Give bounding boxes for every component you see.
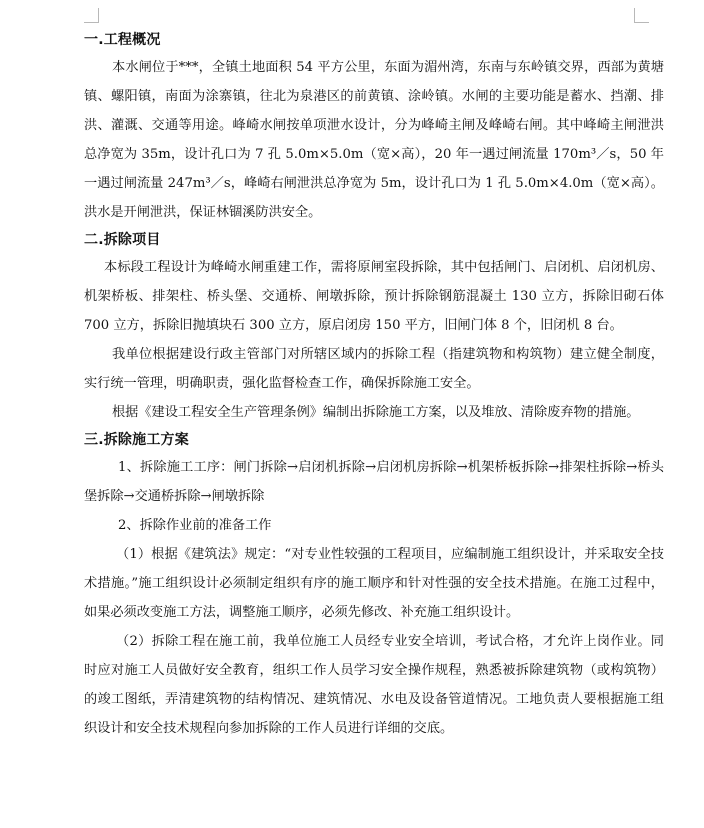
section-3-sub-item-1: （1）根据《建筑法》规定：“对专业性较强的工程项目，应编制施工组织设计，并采取安全技术措施。”施工组织设计必须制定组织有序的施工顺序和针对性强的安全技术措施。在施工过程中，如果必须改变施工方法，调整施工顺序，必须先修改、补充施工组织设计。	[84, 547, 664, 620]
document-body	[84, 27, 664, 743]
margin-corner-mark-right	[634, 8, 649, 23]
section-3-sub-item-2: （2）拆除工程在施工前，我单位施工人员经专业安全培训，考试合格，才允许上岗作业。同时应对施工人员做好安全教育，组织工作人员学习安全操作规程，熟悉被拆除建筑物（或构筑物）的竣工图纸，弄清建筑物的结构情况、建筑情况、水电及设备管道情况。工地负责人要根据施工组织设计和安全技术规程向参加拆除的工作人员进行详细的交底。	[84, 634, 664, 736]
section-2-paragraph-3: 根据《建设工程安全生产管理条例》编制出拆除施工方案，以及堆放、清除废弃物的措施。	[112, 405, 640, 420]
margin-corner-mark-left	[84, 8, 99, 23]
section-1-heading: 一.工程概况	[84, 32, 161, 48]
section-2-heading: 二.拆除项目	[84, 232, 161, 248]
section-1-paragraph: 本水闸位于***，全镇土地面积 54 平方公里，东面为湄州湾，东南与东岭镇交界，西部为黄塘镇、螺阳镇，南面为涂寨镇，往北为泉港区的前黄镇、涂岭镇。水闸的主要功能是蓄水、挡潮、排洪、灌溉、交通等用途。峰崎水闸按单项泄水设计，分为峰崎主闸及峰崎右闸。其中峰崎主闸泄洪总净宽为 35m，设计孔口为 7 孔 5.0m×5.0m（宽×高），20 年一遇过闸流量 170m³／s，50 年一遇过闸流量 247m³／s，峰崎右闸泄洪总净宽为 5m，设计孔口为 1 孔 5.0m×4.0m（宽×高）。洪水是开闸泄洪，保证林锢溪防洪安全。	[84, 60, 664, 220]
section-3-item-2: 2、拆除作业前的准备工作	[118, 518, 272, 533]
section-3-item-1: 1、拆除施工工序：闸门拆除→启闭机拆除→启闭机房拆除→机架桥板拆除→排架柱拆除→桥头堡拆除→交通桥拆除→闸墩拆除	[84, 460, 664, 504]
section-3-heading: 三.拆除施工方案	[84, 432, 189, 448]
section-2-paragraph-1: 本标段工程设计为峰崎水闸重建工作，需将原闸室段拆除，其中包括闸门、启闭机、启闭机房、机架桥板、排架柱、桥头堡、交通桥、闸墩拆除，预计拆除钢筋混凝土 130 立方，拆除旧砌石体 700 立方，拆除旧抛填块石 300 立方，原启闭房 150 平方，旧闸门体 8 个，旧闭机 8 台。	[84, 260, 664, 333]
section-2-paragraph-2: 我单位根据建设行政主管部门对所辖区域内的拆除工程（指建筑物和构筑物）建立健全制度，实行统一管理，明确职责，强化监督检查工作，确保拆除施工安全。	[84, 347, 664, 391]
